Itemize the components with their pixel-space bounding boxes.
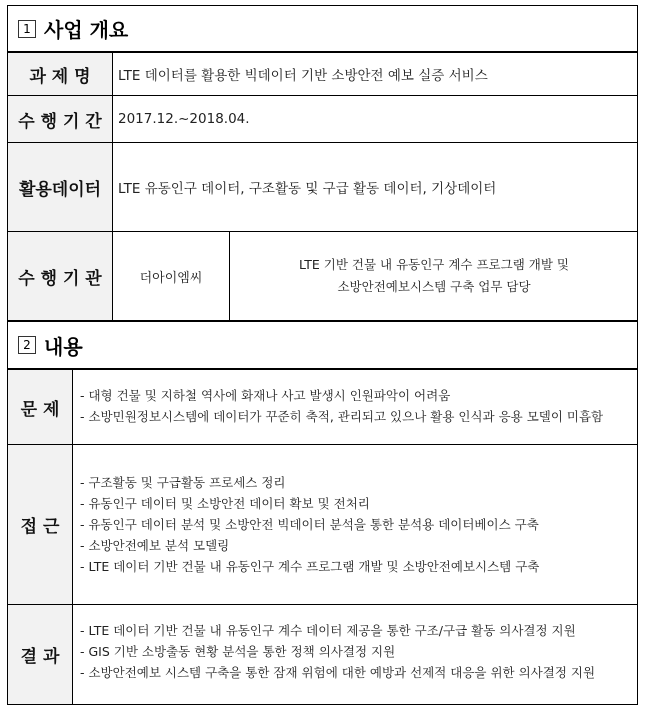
agency-role-line2: 소방안전예보시스템 구축 업무 담당 — [337, 279, 531, 294]
value-project-name: LTE 데이터를 활용한 빅데이터 기반 소방안전 예보 실증 서비스 — [118, 68, 488, 84]
value-agency-name: 더아이엠씨 — [139, 270, 203, 286]
section2-header — [18, 322, 618, 368]
label-problem: 문 제 — [8, 370, 72, 444]
label-result: 결 과 — [8, 605, 72, 704]
result-list — [80, 620, 632, 683]
list-item: - GIS 기반 소방출동 현황 분석을 통한 정책 의사결정 지원 — [80, 644, 396, 659]
section1-header — [18, 6, 618, 51]
list-item: - 대형 건물 및 지하철 역사에 화재나 사고 발생시 인원파악이 어려움 — [80, 388, 451, 403]
label-agency: 수 행 기 관 — [8, 232, 112, 320]
value-agency-role — [230, 232, 638, 320]
label-data-used: 활용데이터 — [8, 143, 112, 231]
section2-number: 2 — [18, 336, 36, 354]
problem-list — [80, 385, 632, 427]
label-project-name: 과 제 명 — [8, 53, 112, 95]
list-item: - 소방민원정보시스템에 데이터가 꾸준히 축적, 관리되고 있으나 활용 인식과 응용 모델이 미흡함 — [80, 409, 604, 424]
label-approach: 접 근 — [8, 445, 72, 604]
list-item: - 유동인구 데이터 분석 및 소방안전 빅데이터 분석을 통한 분석용 데이터베이스 구축 — [80, 517, 539, 532]
value-data-used: LTE 유동인구 데이터, 구조활동 및 구급 활동 데이터, 기상데이터 — [118, 181, 497, 197]
agency-role-line1: LTE 기반 건물 내 유동인구 계수 프로그램 개발 및 — [299, 257, 569, 272]
section1-number: 1 — [18, 20, 36, 38]
list-item: - LTE 데이터 기반 건물 내 유동인구 계수 프로그램 개발 및 소방안전예보시스템 구축 — [80, 559, 540, 574]
list-item: - 소방안전예보 분석 모델링 — [80, 538, 230, 553]
section2-title: 내용 — [44, 334, 83, 359]
value-period: 2017.12.~2018.04. — [118, 111, 250, 127]
label-period: 수 행 기 간 — [8, 96, 112, 142]
list-item: - LTE 데이터 기반 건물 내 유동인구 계수 데이터 제공을 통한 구조/구급 활동 의사결정 지원 — [80, 623, 576, 638]
section1-title: 사업 개요 — [44, 18, 129, 42]
approach-list — [80, 472, 632, 577]
project-summary-table — [7, 5, 638, 705]
list-item: - 구조활동 및 구급활동 프로세스 정리 — [80, 475, 286, 490]
list-item: - 소방안전예보 시스템 구축을 통한 잠재 위험에 대한 예방과 선제적 대응을 위한 의사결정 지원 — [80, 665, 596, 680]
list-item: - 유동인구 데이터 및 소방안전 데이터 확보 및 전처리 — [80, 496, 370, 511]
